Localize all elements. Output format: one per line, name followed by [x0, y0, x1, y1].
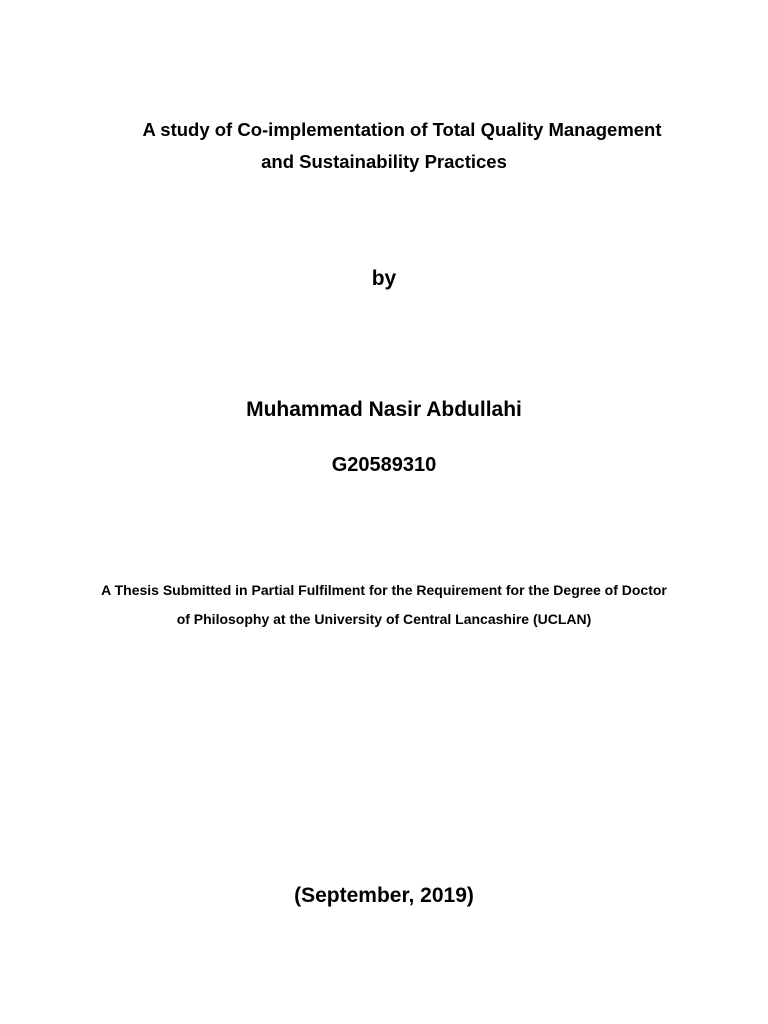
thesis-title-line-1: A study of Co-implementation of Total Quality Management [142, 119, 662, 140]
thesis-statement-line-2: of Philosophy at the University of Central Lancashire (UCLAN) [176, 611, 592, 627]
author-name: Muhammad Nasir Abdullahi [246, 398, 522, 421]
submission-date: (September, 2019) [294, 884, 474, 907]
by-label: by [371, 267, 397, 290]
thesis-statement-line-1: A Thesis Submitted in Partial Fulfilment for the Requirement for the Degree of Doctor [101, 582, 667, 598]
thesis-title-line-2: and Sustainability Practices [261, 151, 507, 172]
student-id: G20589310 [331, 454, 437, 476]
